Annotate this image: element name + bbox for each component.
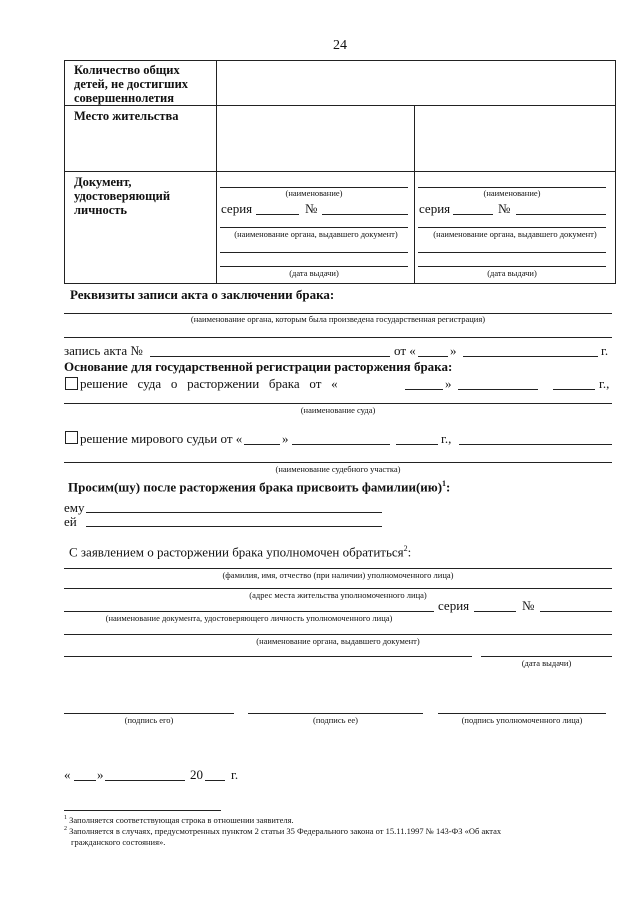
identity-document-label: Документ, удостоверяющий личность <box>74 175 171 217</box>
marriage-organ-field-2[interactable] <box>64 337 612 338</box>
his-issue-date-field[interactable] <box>220 266 408 267</box>
court-day-field[interactable] <box>405 389 443 390</box>
rep-address-field[interactable] <box>64 588 612 589</box>
rep-issue-date-field[interactable] <box>481 656 612 657</box>
magistrate-date-mid: » <box>282 431 289 446</box>
magistrate-extra-field[interactable] <box>459 444 612 445</box>
her-surname-field[interactable] <box>86 526 382 527</box>
issuer-caption: (наименование органа, выдавшего документ) <box>433 229 597 239</box>
magistrate-year-field[interactable] <box>396 444 438 445</box>
date-close-quote: » <box>97 767 104 782</box>
surname-heading: Просим(шу) после расторжения брака присвоить фамилии(ию)$^1$: <box>68 479 451 495</box>
his-issuer-field[interactable] <box>220 227 408 228</box>
date-year-suffix: г. <box>231 767 239 782</box>
footnote-divider <box>64 810 221 811</box>
court-name-caption: (наименование суда) <box>300 405 376 415</box>
record-date-mid: » <box>450 343 457 358</box>
magistrate-month-field[interactable] <box>292 444 390 445</box>
her-label: ей <box>64 514 77 529</box>
children-count-label: Количество общих детей, не достигших совершеннолетия <box>74 63 189 105</box>
date-year-prefix: 20 <box>190 767 203 782</box>
residence-label: Место жительства <box>74 109 179 123</box>
rep-issuer-field-2[interactable] <box>64 656 472 657</box>
rep-address-caption: (адрес места жительства уполномоченного лица) <box>249 590 427 600</box>
rep-issuer-field[interactable] <box>64 634 612 635</box>
rep-number-label: № <box>522 598 535 613</box>
rep-fio-field[interactable] <box>64 568 612 569</box>
series-label: серия <box>419 201 451 216</box>
number-label: № <box>305 201 318 216</box>
rep-issuer-caption: (наименование органа, выдавшего документ) <box>256 636 420 646</box>
magistrate-decision-label: решение мирового судьи от « <box>80 431 243 446</box>
her-signature-caption: (подпись ее) <box>313 715 358 725</box>
his-series-field[interactable] <box>256 214 299 215</box>
record-day-field[interactable] <box>418 356 448 357</box>
record-from-label: от « <box>394 343 416 358</box>
number-label: № <box>498 201 511 216</box>
doc-name-caption: (наименование) <box>285 188 343 198</box>
footnote-2-mark: 2 <box>403 544 408 553</box>
rep-date-caption: (дата выдачи) <box>521 658 572 668</box>
his-surname-field[interactable] <box>86 512 382 513</box>
sign-year-field[interactable] <box>205 780 225 781</box>
his-signature-caption: (подпись его) <box>124 715 174 725</box>
rep-signature-caption: (подпись уполномоченного лица) <box>461 715 583 725</box>
grounds-heading: Основание для государственной регистрации расторжения брака: <box>64 359 453 374</box>
court-name-field[interactable] <box>64 403 612 404</box>
footnote-2: $^2$ Заполняется в случаях, предусмотренных пунктом 2 статьи 35 Федерального закона от 15.11.1997 № 143-ФЗ «Об актах <box>64 826 502 836</box>
him-label: ему <box>64 500 85 515</box>
rep-signature-field[interactable] <box>438 713 606 714</box>
court-decision-checkbox[interactable] <box>65 377 78 390</box>
rep-doc-caption: (наименование документа, удостоверяющего личность уполномоченного лица) <box>105 613 393 623</box>
district-name-field[interactable] <box>64 462 612 463</box>
doc-name-caption: (наименование) <box>483 188 541 198</box>
her-issuer-field[interactable] <box>418 227 606 228</box>
magistrate-year-suffix: г., <box>441 431 452 446</box>
series-label: серия <box>221 201 253 216</box>
her-signature-field[interactable] <box>248 713 423 714</box>
page-number: 24 <box>333 38 347 53</box>
magistrate-decision-checkbox[interactable] <box>65 431 78 444</box>
his-signature-field[interactable] <box>64 713 234 714</box>
magistrate-day-field[interactable] <box>244 444 280 445</box>
record-year-suffix: г. <box>601 343 609 358</box>
rep-doc-field[interactable] <box>64 611 434 612</box>
representative-heading: С заявлением о расторжении брака уполномочен обратиться$^2$: <box>69 544 412 560</box>
her-series-field[interactable] <box>453 214 493 215</box>
court-year-suffix: г., <box>599 376 610 391</box>
court-date-mid: » <box>445 376 452 391</box>
his-number-field[interactable] <box>322 214 408 215</box>
her-number-field[interactable] <box>516 214 606 215</box>
her-issuer-field-2[interactable] <box>418 252 606 253</box>
marriage-organ-caption: (наименование органа, которым была произведена государственная регистрация) <box>190 314 486 324</box>
rep-series-label: серия <box>438 598 470 613</box>
his-issuer-field-2[interactable] <box>220 252 408 253</box>
record-month-year-field[interactable] <box>463 356 598 357</box>
footnote-1: $^1$ Заполняется соответствующая строка в отношении заявителя. <box>64 815 294 825</box>
rep-fio-caption: (фамилия, имя, отчество (при наличии) уполномоченного лица) <box>222 570 454 580</box>
date-caption: (дата выдачи) <box>289 268 339 278</box>
marriage-record-heading: Реквизиты записи акта о заключении брака: <box>70 287 335 302</box>
footnote-1-mark: 1 <box>442 479 447 488</box>
rep-number-field[interactable] <box>540 611 612 612</box>
court-month-field[interactable] <box>458 389 538 390</box>
her-issue-date-field[interactable] <box>418 266 606 267</box>
record-number-label: запись акта № <box>64 343 143 358</box>
date-caption: (дата выдачи) <box>487 268 537 278</box>
record-number-field[interactable] <box>150 356 390 357</box>
footnote-2-continued: гражданского состояния». <box>71 837 166 847</box>
court-year-field[interactable] <box>553 389 595 390</box>
date-open-quote: « <box>64 767 71 782</box>
district-caption: (наименование судебного участка) <box>275 464 401 474</box>
court-decision-label: решение суда о расторжении брака от « <box>80 376 338 391</box>
sign-month-field[interactable] <box>105 780 185 781</box>
rep-series-field[interactable] <box>474 611 516 612</box>
issuer-caption: (наименование органа, выдавшего документ) <box>234 229 398 239</box>
sign-day-field[interactable] <box>74 780 96 781</box>
